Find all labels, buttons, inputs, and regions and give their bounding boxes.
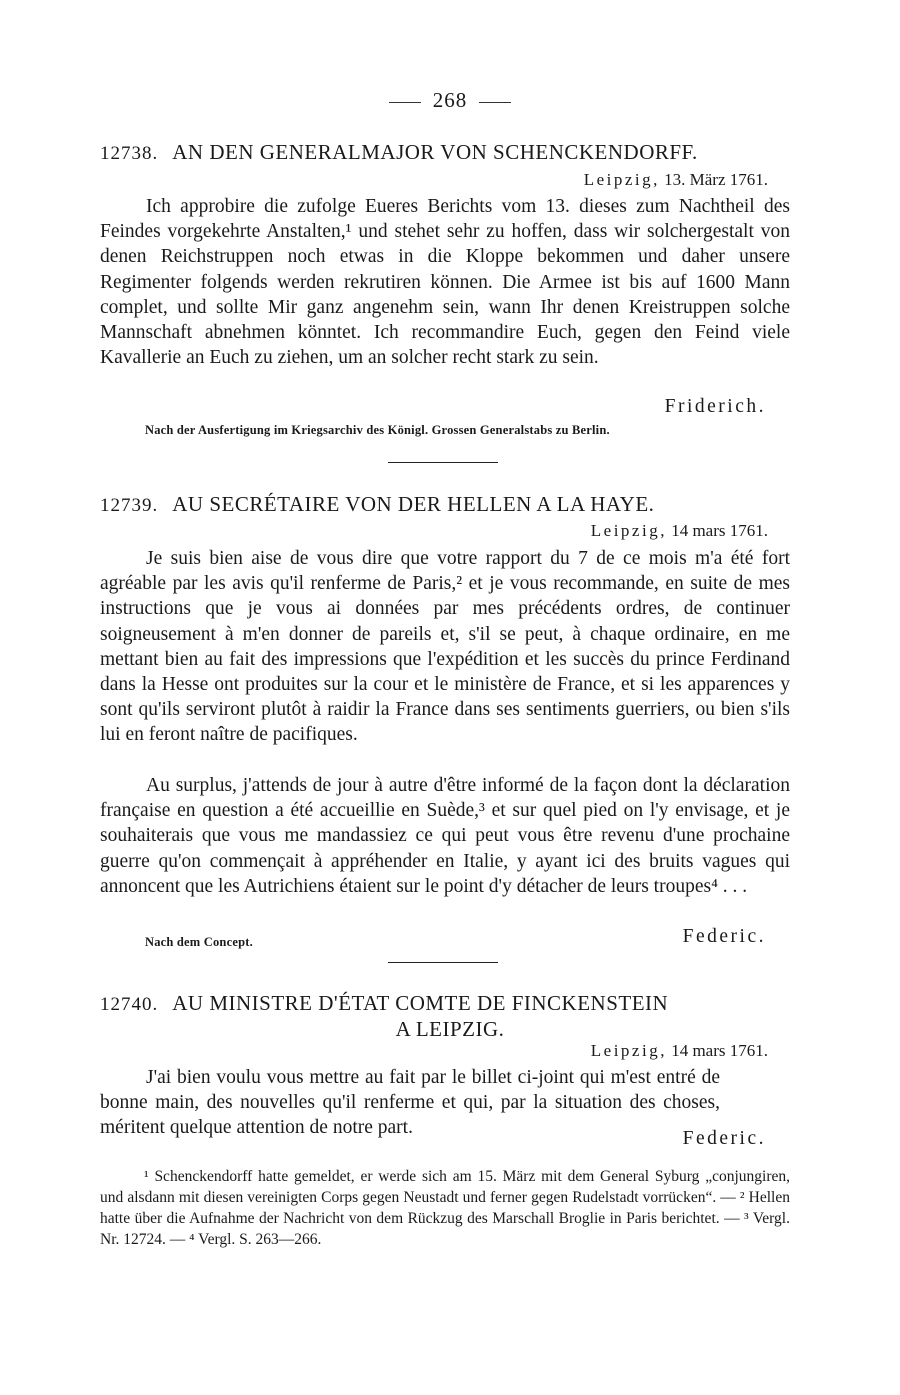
letter-1-date: 13. März 1761.	[664, 170, 768, 189]
section-divider-1	[388, 462, 498, 463]
letter-2-recipient: AU SECRÉTAIRE VON DER HELLEN A LA HAYE.	[172, 492, 655, 516]
page-number-line	[0, 88, 900, 113]
letter-2-dateline	[591, 521, 768, 541]
letter-2-source-note: Nach dem Concept.	[145, 935, 253, 949]
letter-2-heading	[100, 492, 790, 517]
letter-3-heading-line-2: A LEIPZIG.	[395, 1017, 505, 1041]
letter-3-heading	[100, 991, 790, 1016]
footnotes: ¹ Schenckendorff hatte gemeldet, er werde sich am 15. März mit dem General Syburg „conjungiren, und alsdann mit diesen vereinigten Corps gegen Neustadt und ferner gegen Rudelstadt vorrücken“. — ² Hellen hatte über die Aufnahme der Nachricht von dem Rückzug des Marschall Broglie in Paris berichtet. — ³ Vergl. Nr. 12724. — ⁴ Vergl. S. 263—266.	[100, 1168, 790, 1248]
letter-3-place: Leipzig,	[590, 1041, 667, 1060]
letter-3-paragraph-1: J'ai bien voulu vous mettre au fait par le billet ci-joint qui m'est entré de bonne main, des nouvelles qu'il renferme et qui, par la situation des choses, méritent quelque attention de notre part.	[100, 1067, 720, 1139]
letter-3-signature: Federic.	[682, 1128, 766, 1149]
letter-1-recipient: AN DEN GENERALMAJOR VON SCHENCKENDORFF.	[172, 140, 698, 164]
page-number: 268	[432, 88, 468, 112]
letter-1-signature: Friderich.	[664, 396, 766, 417]
letter-3-recipient: AU MINISTRE D'ÉTAT COMTE DE FINCKENSTEIN	[172, 991, 669, 1015]
letter-2-paragraph-2: Au surplus, j'attends de jour à autre d'être informé de la façon dont la déclaration française en question a été accueillie en Suède,³ et sur quel pied on l'y envisage, et je souhaiterais que vous me mandassiez ce qui peut vous être revenu d'une prochaine guerre qu'on commençait à appréhender en Italie, y ayant ici des bruits vagues qui annoncent que les Autrichiens étaient sur le point d'y détacher de leurs troupes⁴ . . .	[100, 775, 790, 897]
letter-1-dateline	[584, 170, 768, 190]
letter-1-source-note: Nach der Ausfertigung im Kriegsarchiv des Königl. Grossen Generalstabs zu Berlin.	[145, 423, 610, 437]
letter-2-place: Leipzig,	[590, 521, 667, 540]
letter-2-date: 14 mars 1761.	[671, 521, 768, 540]
letter-1-place: Leipzig,	[583, 170, 660, 189]
letter-3-date: 14 mars 1761.	[671, 1041, 768, 1060]
letter-2-number: 12739.	[100, 495, 159, 516]
section-divider-2	[388, 962, 498, 963]
letter-3-number: 12740.	[100, 994, 159, 1015]
letter-3-dateline	[591, 1041, 768, 1061]
page-number-right-dash	[479, 102, 511, 103]
letter-2-paragraph-1: Je suis bien aise de vous dire que votre rapport du 7 de ce mois m'a été fort agréable par les avis qu'il renferme de Paris,² et je vous recommande, en suite de mes instructions que je vous ai données par mes précédents ordres, de continuer soigneusement à m'en donner de pareils et, s'il se peut, à chaque ordinaire, en me mettant bien au fait des impressions que l'expédition et les succès du prince Ferdinand dans la Hesse ont produites sur la cour et le ministère de France, et si les apparences y sont qu'ils serviront plutôt à raidir la France dans ses sentiments guerriers, ou bien s'ils lui en feront naître de pacifiques.	[100, 548, 790, 746]
letter-1-heading	[100, 140, 790, 165]
page-number-left-dash	[389, 102, 421, 103]
letter-1-paragraph-1: Ich approbire die zufolge Eueres Berichts vom 13. dieses zum Nachtheil des Feindes vorgekehrte Anstalten,¹ und stehet sehr zu hoffen, dass wir solchergestalt von denen Reichstruppen noch etwas in die Kloppe bekommen und daher unsere Regimenter folgends werden rekrutiren können. Die Armee ist bis auf 1600 Mann complet, und sollte Mir ganz angenehm sein, wann Ihr denen Kreistruppen solche Mannschaft abnehmen könntet. Ich recommandire Euch, gegen den Feind viele Kavallerie an Euch zu ziehen, um an solcher recht stark zu sein.	[100, 196, 790, 369]
letter-1-number: 12738.	[100, 143, 159, 164]
letter-2-signature: Federic.	[682, 926, 766, 947]
